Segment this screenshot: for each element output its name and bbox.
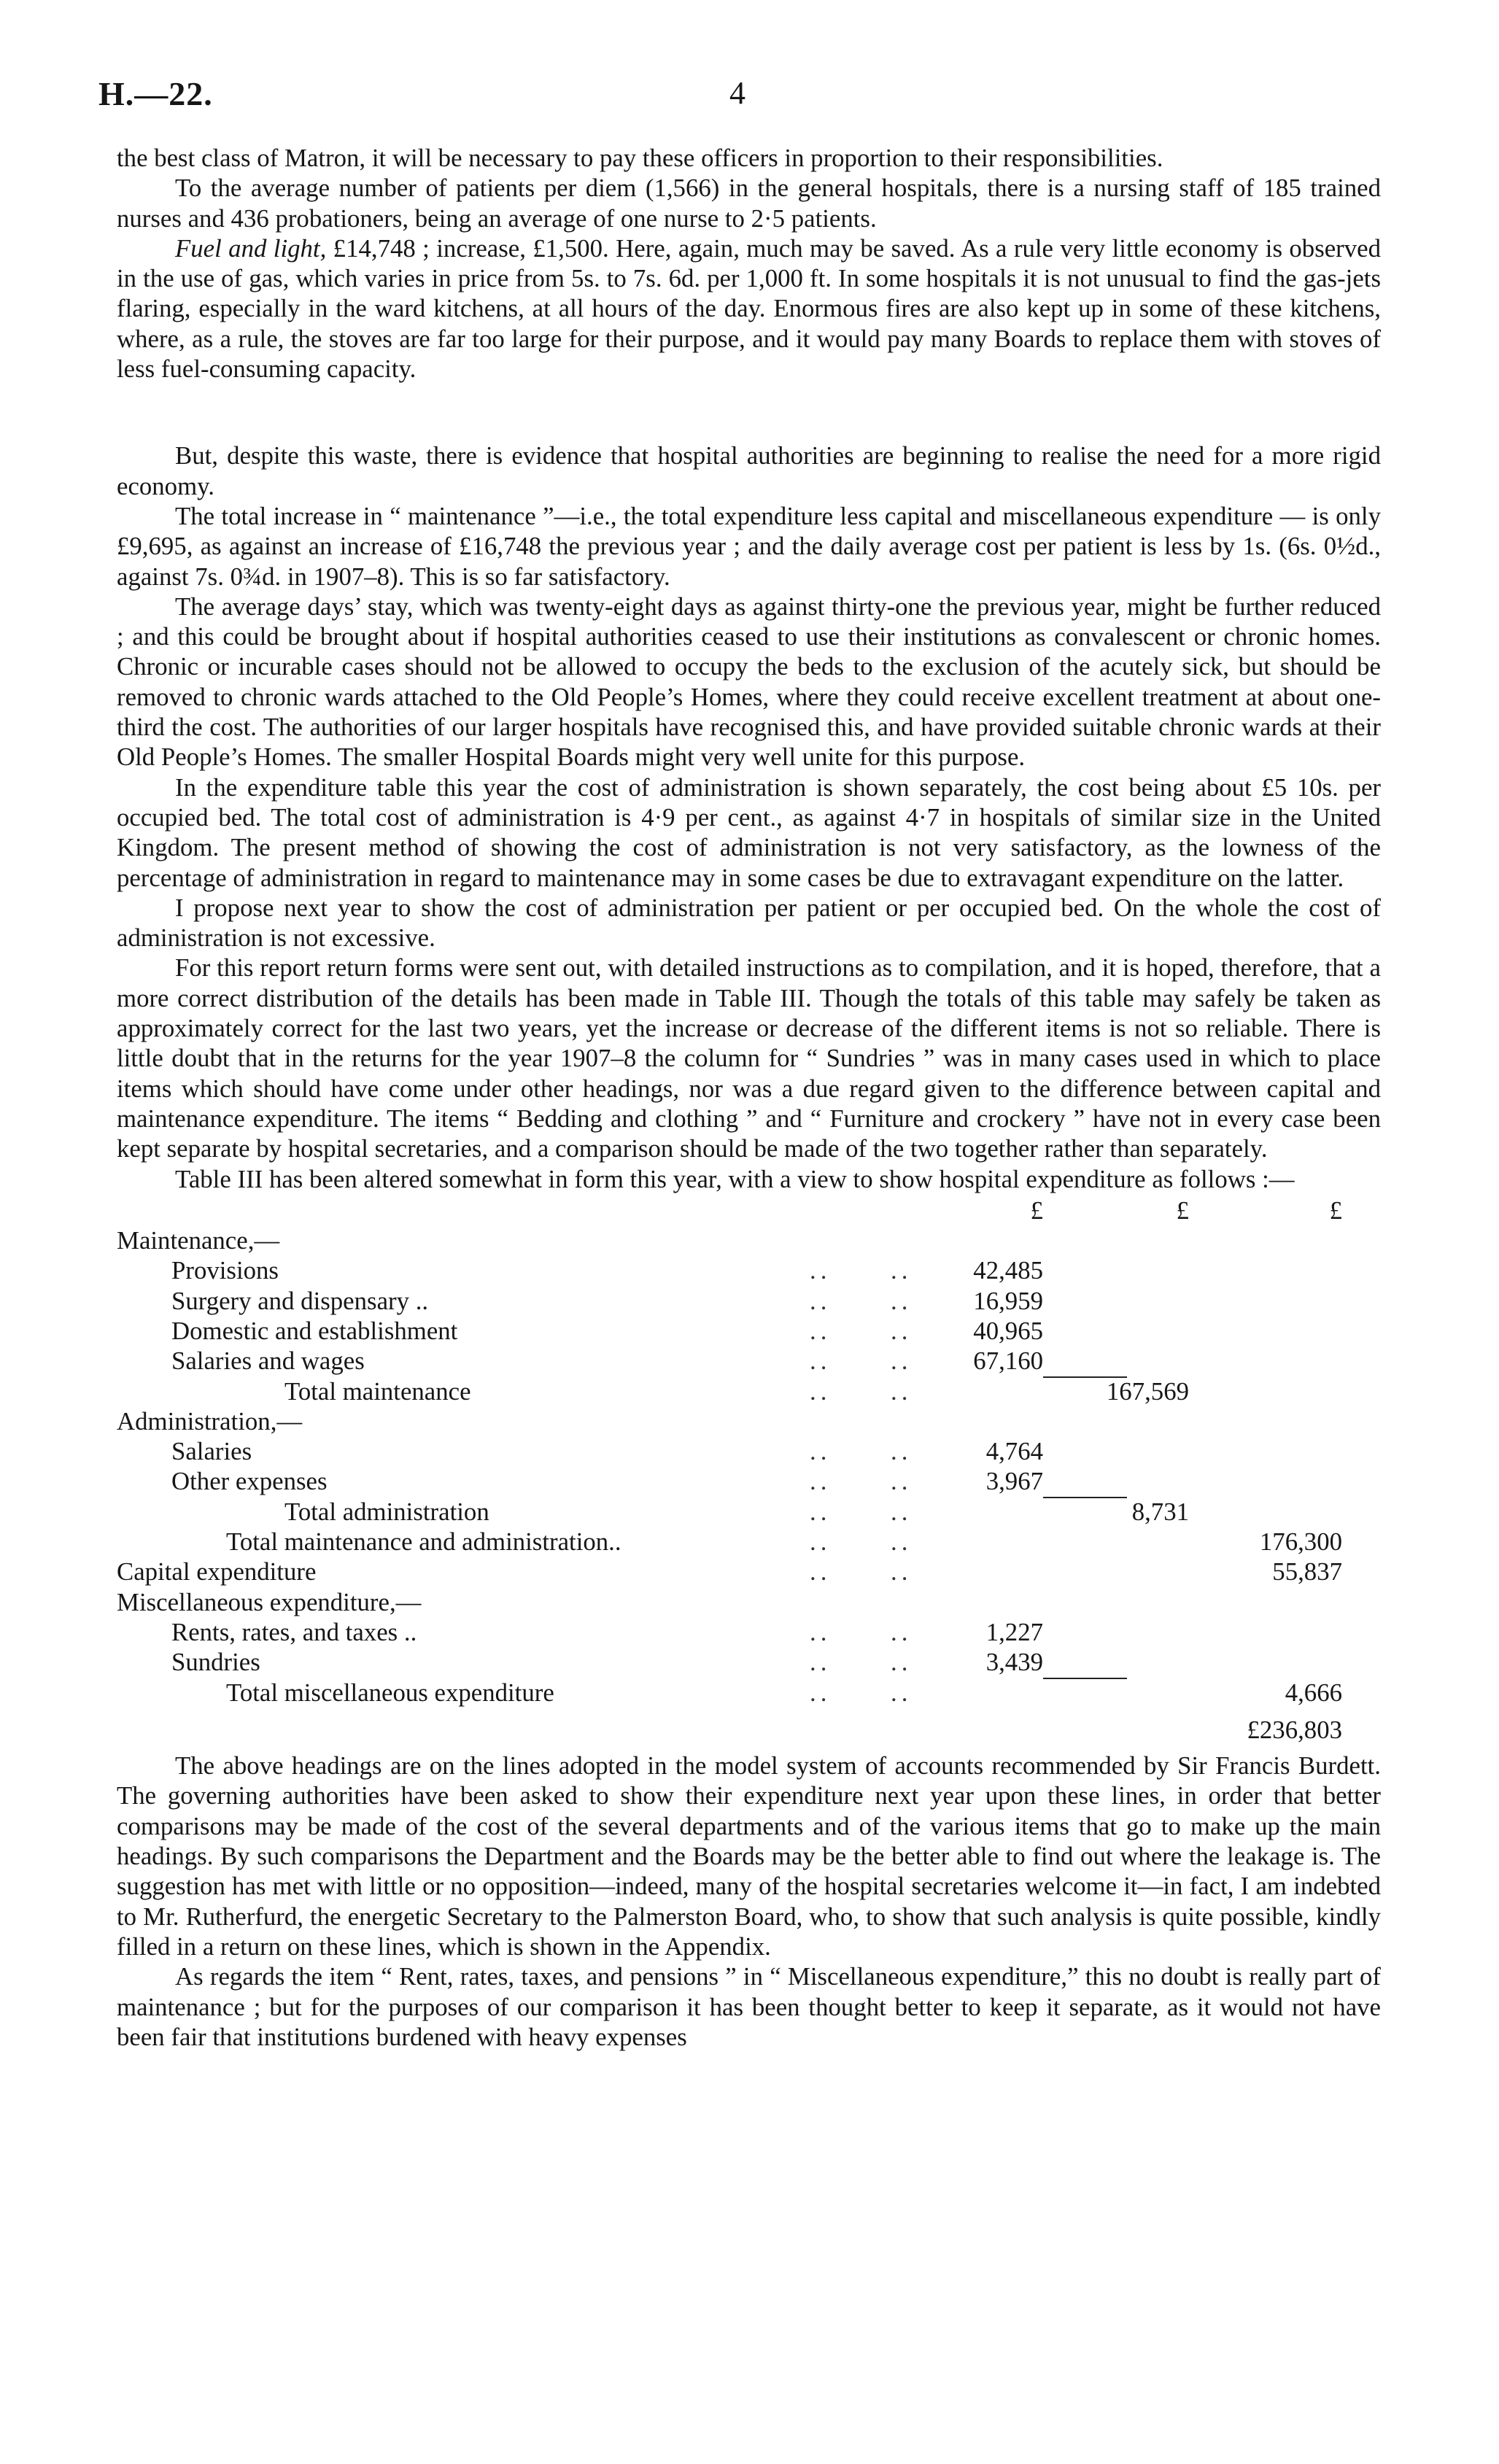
leader-dots: .. .. <box>810 1678 913 1707</box>
page-header <box>98 74 1401 118</box>
paragraph: But, despite this waste, there is evidence that hospital authorities are beginning to realise the need for a more rigid economy. <box>117 441 1381 500</box>
table-row <box>117 1617 1381 1647</box>
amount-cell: 16,959 <box>973 1286 1043 1315</box>
row-label: Total miscellaneous expenditure <box>226 1678 554 1707</box>
table-row <box>117 1376 1381 1406</box>
paragraph: The total increase in “ maintenance ”—i.e., the total expenditure less capital and miscellaneous expenditure — is only £9,695, as against an increase of £16,748 the previous year ; and the daily average cost per patient is less by 1s. (6s. 0½d., against 7s. 0¾d. in 1907–8). This is so far satisfactory. <box>117 501 1381 591</box>
table-column-heads <box>117 1196 1381 1225</box>
paragraph: The average days’ stay, which was twenty-eight days as against thirty-one the previous year, might be further reduced ; and this could be brought about if hospital authorities ceased to use their institutions as convalescent or chronic homes. Chronic or incurable cases should not be allowed to occupy the beds to the exclusion of the acutely sick, but should be removed to chronic wards attached to the Old People’s Homes, where they could receive excellent treatment at about one-third the cost. The authorities of our larger hospitals have recognised this, and have provided suitable chronic wards at their Old People’s Homes. The smaller Hospital Boards might very well unite for this purpose. <box>117 592 1381 772</box>
column-head: £ <box>1030 1196 1043 1225</box>
paragraph: The above headings are on the lines adopted in the model system of accounts recommended by Sir Francis Burdett. The governing authorities have been asked to show their expenditure next year upon these lines, in order that better comparisons may be made of the cost of the several departments and of the various items that go to make up the main headings. By such comparisons the Department and the Boards may be the better able to find out where the leakage is. The suggestion has met with little or no opposition—indeed, many of the hospital secretaries welcome it—in fact, I am indebted to Mr. Rutherfurd, the energetic Secretary to the Palmerston Board, who, to show that such analysis is quite possible, kindly filled in a return on these lines, which is shown in the Appendix. <box>117 1751 1381 1961</box>
amount-cell: 8,731 <box>1131 1497 1189 1526</box>
paragraph: the best class of Matron, it will be necessary to pay these officers in proportion to their responsibilities. <box>117 144 1163 172</box>
grand-total: £236,803 <box>1247 1715 1342 1744</box>
row-label: Rents, rates, and taxes .. <box>171 1617 417 1646</box>
table-row <box>117 1255 1381 1285</box>
paragraph: In the expenditure table this year the cost of administration is shown separately, the cost being about £5 10s. per occupied bed. The total cost of administration is 4·9 per cent., as against 4·7 in hospitals of similar size in the United Kingdom. The present method of showing the cost of administration is not very satisfactory, as the lowness of the percentage of administration in regard to maintenance may in some cases be due to extravagant expenditure on the latter. <box>117 772 1381 892</box>
column-head: £ <box>1176 1196 1189 1225</box>
body-text <box>117 143 1381 2052</box>
amount-cell: 167,569 <box>1106 1376 1189 1406</box>
row-label: Sundries <box>171 1648 260 1677</box>
leader-dots: .. .. <box>810 1527 913 1557</box>
row-label: Total maintenance and administration.. <box>226 1527 621 1557</box>
table-row <box>117 1346 1381 1376</box>
paragraph: To the average number of patients per diem (1,566) in the general hospitals, there is a nursing staff of 185 trained nurses and 436 probationers, being an average of one nurse to 2·5 patients. <box>117 174 1381 233</box>
row-label: Provisions <box>171 1256 279 1285</box>
row-label: Total maintenance <box>284 1376 471 1406</box>
fuel-text: £14,748 ; increase, £1,500. Here, again, much may be saved. As a rule very little economy is observed in the use of gas, which varies in price from 5s. to 7s. 6d. per 1,000 ft. In some hospitals it is not unusual to find the gas-jets flaring, especially in the ward kitchens, at all hours of the day. Enormous fires are also kept up in some of these kitchens, where, as a rule, the stoves are far too large for their purpose, and it would pay many Boards to replace them with stoves of less fuel-consuming capacity. <box>117 233 1382 384</box>
table-row <box>117 1316 1381 1346</box>
amount-cell: 55,837 <box>1272 1557 1342 1587</box>
table-row <box>117 1678 1381 1708</box>
row-label: Administration,— <box>117 1406 303 1436</box>
amount-cell: 176,300 <box>1259 1527 1342 1557</box>
leader-dots: .. .. <box>810 1497 913 1526</box>
leader-dots: .. .. <box>810 1286 913 1315</box>
fuel-heading: Fuel and light, <box>175 233 327 263</box>
leader-dots: .. .. <box>810 1376 913 1406</box>
table-row <box>117 1286 1381 1316</box>
leader-dots: .. .. <box>810 1557 913 1587</box>
row-label: Other expenses <box>171 1467 328 1496</box>
paragraph: Table III has been altered somewhat in form this year, with a view to show hospital expenditure as follows :— <box>175 1164 1295 1193</box>
row-label: Salaries <box>171 1437 252 1466</box>
amount-cell: 1,227 <box>985 1617 1043 1646</box>
leader-dots: .. .. <box>810 1347 913 1376</box>
leader-dots: .. .. <box>810 1316 913 1345</box>
expenditure-table <box>117 1196 1381 1745</box>
leader-dots: .. .. <box>810 1617 913 1646</box>
parliamentary-paper-reference: H.—22. <box>98 75 213 112</box>
row-label: Salaries and wages <box>171 1347 365 1376</box>
leader-dots: .. .. <box>810 1256 913 1285</box>
table-row <box>117 1225 1381 1255</box>
amount-cell: 4,666 <box>1285 1678 1342 1707</box>
amount-cell: 3,967 <box>985 1467 1043 1496</box>
page-number: 4 <box>729 75 745 111</box>
paragraph: I propose next year to show the cost of administration per patient or per occupied bed. On the whole the cost of administration is not excessive. <box>117 893 1381 953</box>
table-row <box>117 1466 1381 1496</box>
amount-cell: 4,764 <box>985 1437 1043 1466</box>
table-row <box>117 1497 1381 1527</box>
table-row <box>117 1557 1381 1587</box>
amount-cell: 42,485 <box>973 1256 1043 1285</box>
leader-dots: .. .. <box>810 1437 913 1466</box>
grand-total-row <box>117 1715 1381 1745</box>
amount-cell: 40,965 <box>973 1316 1043 1345</box>
table-row <box>117 1436 1381 1466</box>
amount-cell: 67,160 <box>973 1347 1043 1376</box>
row-label: Surgery and dispensary .. <box>171 1286 429 1315</box>
table-row <box>117 1647 1381 1677</box>
leader-dots: .. .. <box>810 1467 913 1496</box>
table-row <box>117 1527 1381 1557</box>
leader-dots: .. .. <box>810 1648 913 1677</box>
row-label: Domestic and establishment <box>171 1316 458 1345</box>
amount-cell: 3,439 <box>985 1648 1043 1677</box>
table-row <box>117 1587 1381 1617</box>
row-label: Capital expenditure <box>117 1557 317 1587</box>
paragraph-fuel-and-light <box>117 233 1381 384</box>
paragraph: For this report return forms were sent out, with detailed instructions as to compilation, and it is hoped, therefore, that a more correct distribution of the details has been made in Table III. Though the totals of this table may safely be taken as approximately correct for the last two years, yet the increase or decrease of the different items is not so reliable. There is little doubt that in the returns for the year 1907–8 the column for “ Sundries ” was in many cases used in which to place items which should have come under other headings, nor was a due regard given to the difference between capital and maintenance expenditure. The items “ Bedding and clothing ” and “ Furniture and crockery ” have not in every case been kept separate by hospital secretaries, and a comparison should be made of the two together rather than separately. <box>117 953 1381 1163</box>
column-head: £ <box>1329 1196 1342 1225</box>
row-label: Miscellaneous expenditure,— <box>117 1587 422 1616</box>
row-label: Total administration <box>284 1497 489 1526</box>
paragraph: As regards the item “ Rent, rates, taxes, and pensions ” in “ Miscellaneous expenditure,” this no doubt is really part of maintenance ; but for the purposes of our comparison it has been thought better to keep it separate, as it would not have been fair that institutions burdened with heavy expenses <box>117 1962 1381 2051</box>
row-label: Maintenance,— <box>117 1226 280 1255</box>
table-row <box>117 1406 1381 1436</box>
table-rows <box>117 1225 1381 1708</box>
